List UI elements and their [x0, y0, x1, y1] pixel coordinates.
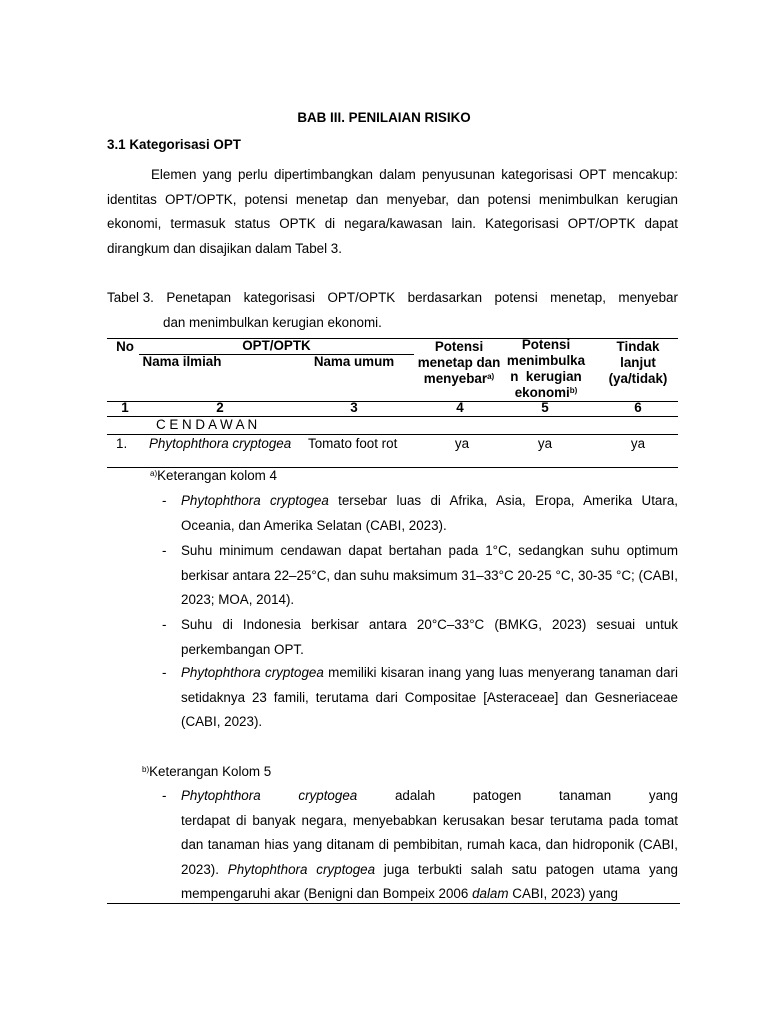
- header-opt-optk: OPT/OPTK: [242, 338, 311, 353]
- bullet-dash: -: [162, 617, 167, 632]
- header-line: Tindak: [616, 339, 660, 354]
- header-line: n kerugian: [510, 369, 582, 384]
- note-a-item-text: [181, 489, 678, 538]
- note-a-item: [162, 661, 678, 735]
- note-word: patogen: [472, 788, 522, 803]
- header-line: Potensi: [521, 337, 571, 352]
- section-heading: 3.1 Kategorisasi OPT: [107, 137, 241, 152]
- bullet-dash: -: [162, 788, 167, 803]
- note-a-item: [162, 489, 678, 538]
- species-name: Phytophthora cryptogea: [181, 493, 329, 508]
- caption-word: kategorisasi: [243, 290, 316, 305]
- species-name: Phytophthora cryptogea: [227, 861, 376, 877]
- caption-word: menetap,: [550, 290, 606, 305]
- note-text: memiliki kisaran inang yang luas menyerang tanaman dari setidaknya 23 famili, terutama dari Compositae [Asteraceae] dan Gesneriaceae (CABI, 2023).: [181, 665, 678, 729]
- table-group-label: C E N D A W A N: [156, 417, 258, 432]
- table-caption: [107, 286, 678, 335]
- note-a-item-text: Suhu minimum cendawan dapat bertahan pada 1°C, sedangkan suhu optimum berkisar antara 22–25°C, dan suhu maksimum 31–33°C 20-25 °C, 30-35 °C; (CABI, 2023; MOA, 2014).: [181, 543, 678, 607]
- species-genus: Phytophthora: [181, 788, 261, 803]
- column-number: 4: [456, 400, 464, 415]
- header-nama-umum: Nama umum: [313, 354, 395, 369]
- note-a-item-text: Suhu di Indonesia berkisar antara 20°C–33°C (BMKG, 2023) sesuai untuk perkembangan OPT.: [181, 617, 678, 657]
- header-word: ekonomi: [514, 385, 570, 400]
- note-text: tersebar luas di Afrika, Asia, Eropa, Amerika Utara, Oceania, dan Amerika Selatan (CABI, 2023).: [181, 493, 679, 533]
- caption-line-1: [107, 286, 678, 311]
- intro-paragraph: [107, 163, 678, 261]
- row-no: 1.: [116, 436, 128, 451]
- column-number: 6: [634, 400, 642, 415]
- row-nama-ilmiah: Phytophthora cryptogea: [149, 436, 292, 451]
- header-line: lanjut: [620, 355, 656, 370]
- row-potensi-kerugian: ya: [537, 436, 553, 451]
- note-b-item: [162, 784, 678, 907]
- caption-word: berdasarkan: [407, 290, 483, 305]
- caption-word: menyebar: [618, 290, 678, 305]
- column-number: 5: [541, 400, 549, 415]
- note-b-heading-text: Keterangan Kolom 5: [149, 764, 272, 779]
- intro-text: Elemen yang perlu dipertimbangkan dalam penyusunan kategorisasi OPT mencakup: identitas OPT/OPTK, potensi menetap dan menyebar, dan potensi menimbulkan kerugian ekonomi, termasuk status OPTK di negara/kawasan lain. Kategorisasi OPT/OPTK dapat dirangkum dan disajikan dalam Tabel 3.: [107, 167, 678, 256]
- header-line: (ya/tidak): [608, 371, 668, 386]
- note-word: yang: [648, 788, 678, 803]
- footnote-marker: b): [142, 765, 150, 774]
- row-nama-umum: Tomato foot rot: [308, 436, 398, 451]
- note-text: terdapat di banyak negara, menyebabkan kerusakan besar terutama pada tomat dan tanaman hias yang ditanam di pembibitan, rumah kaca, dan hidroponik (CABI, 2023).: [181, 812, 678, 877]
- note-text: CABI, 2023) yang: [508, 886, 618, 901]
- note-a-item: [162, 613, 678, 662]
- note-b-heading: [142, 762, 271, 782]
- species-name: Phytophthora cryptogea: [181, 665, 324, 680]
- header-potensi-menetap: [412, 339, 506, 387]
- column-number: 2: [216, 400, 224, 415]
- row-tindak-lanjut: ya: [630, 436, 646, 451]
- footnote-marker: b): [569, 386, 578, 395]
- header-tindak-lanjut: [598, 339, 678, 387]
- table-group-rule: [107, 434, 678, 435]
- note-a-item-text: [181, 661, 678, 735]
- species-epithet: cryptogea: [298, 788, 358, 803]
- header-line: [505, 385, 587, 401]
- bullet-dash: -: [162, 493, 167, 508]
- column-number: 3: [350, 400, 358, 415]
- header-line: menetap dan: [417, 355, 501, 370]
- footnote-marker: a): [487, 372, 495, 381]
- note-a-heading-text: Keterangan kolom 4: [157, 468, 277, 483]
- caption-word: OPT/OPTK: [327, 290, 396, 305]
- note-word: adalah: [394, 788, 436, 803]
- caption-word: potensi: [494, 290, 538, 305]
- note-b-item-text: [181, 784, 678, 907]
- bullet-dash: -: [162, 665, 167, 680]
- footnote-marker: a): [150, 469, 158, 478]
- header-potensi-kerugian: [505, 337, 587, 401]
- caption-line-2: dan menimbulkan kerugian ekonomi.: [163, 314, 382, 330]
- caption-label: Tabel 3.: [107, 290, 154, 305]
- page-bottom-rule: [107, 903, 680, 904]
- header-line: Potensi: [434, 339, 484, 354]
- note-italic-word: dalam: [472, 886, 509, 901]
- row-potensi-menetap: ya: [454, 436, 470, 451]
- note-a-heading: [150, 466, 277, 486]
- caption-word: Penetapan: [166, 290, 232, 305]
- bullet-dash: -: [162, 543, 167, 558]
- header-line: menimbulka: [506, 353, 586, 368]
- chapter-title: BAB III. PENILAIAN RISIKO: [297, 110, 471, 125]
- header-no: No: [116, 339, 134, 354]
- note-word: tanaman: [559, 788, 612, 803]
- header-nama-ilmiah: Nama ilmiah: [142, 354, 222, 369]
- header-word: menyebar: [423, 371, 488, 386]
- column-number: 1: [121, 400, 129, 415]
- header-line: [412, 371, 506, 387]
- note-b-first-line: [181, 784, 678, 809]
- note-a-item: [162, 539, 678, 613]
- note-text: juga terbukti salah satu patogen utama yang mempengaruhi akar (Benigni dan Bompeix 2006: [181, 861, 678, 901]
